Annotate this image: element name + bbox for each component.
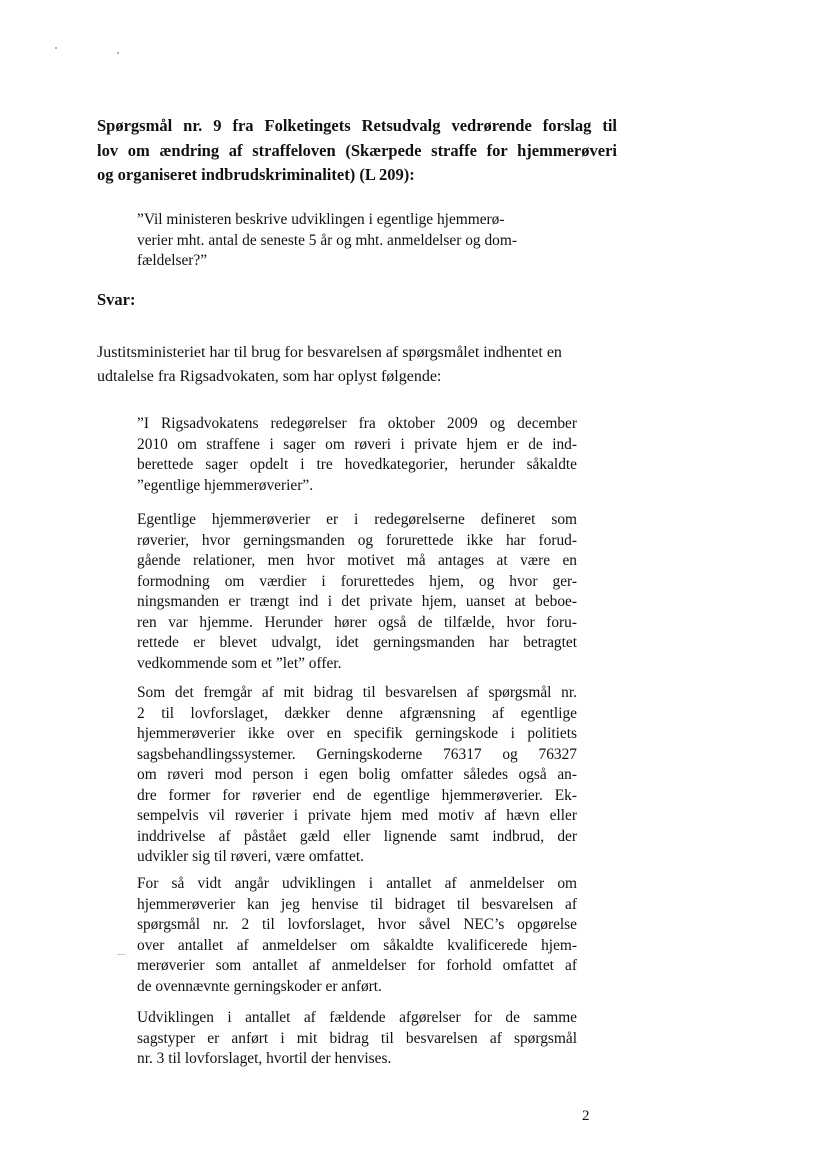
quote-line: berettede sager opdelt i tre hovedkategorier, herunder såkaldte [137,456,577,473]
quote-line: spørgsmål nr. 2 til lovforslaget, hvor såvel NEC’s opgørelse [137,916,577,933]
quote-line: Egentlige hjemmerøverier er i redegørelserne defineret som [137,511,577,528]
scan-speck [117,52,119,54]
quote-line: sempelvis vil røverier i private hjem med motiv af hævn eller [137,807,577,824]
quote-paragraph-4 [137,874,577,997]
quote-line: rettede er blevet udvalgt, idet gerningsmanden har betragtet [137,634,577,651]
intro-line: udtalelse fra Rigsadvokaten, som har oplyst følgende: [97,368,442,385]
quote-line: merøverier som antallet af anmeldelser for forhold omfattet af [137,957,577,974]
quote-line: gående relationer, men hvor motivet må antages at være en [137,552,577,569]
question-line: verier mht. antal de seneste 5 år og mht. anmeldelser og dom- [137,231,517,249]
heading-line: Spørgsmål nr. 9 fra Folketingets Retsudvalg vedrørende forslag til [97,116,617,135]
quote-paragraph-2 [137,510,577,674]
quote-line: ”I Rigsadvokatens redegørelser fra oktober 2009 og december [137,415,577,432]
scan-mark [117,954,125,955]
quote-line: udvikler sig til røveri, være omfattet. [137,848,364,865]
quote-line: røverier, hvor gerningsmanden og forurettede ikke har forud- [137,531,577,549]
quote-line: de ovennævnte gerningskoder er anført. [137,977,382,995]
question-quote [137,210,577,272]
quote-line: vedkommende som et ”let” offer. [137,654,342,672]
quote-line: Som det fremgår af mit bidrag til besvarelsen af spørgsmål nr. [137,684,577,701]
quote-line: For så vidt angår udviklingen i antallet af anmeldelser om [137,875,577,892]
heading-line: og organiseret indbrudskriminalitet) (L 209): [97,165,415,184]
page-number: 2 [582,1108,590,1124]
scan-speck [55,47,57,49]
quote-line: sagstyper er anført i mit bidrag til besvarelsen af spørgsmål [137,1029,577,1047]
quote-paragraph-5 [137,1008,577,1070]
quote-line: ningsmanden er trængt ind i det private hjem, uanset at beboe- [137,593,577,610]
quote-line: ”egentlige hjemmerøverier”. [137,476,314,494]
quote-paragraph-3 [137,683,577,868]
quote-line: 2 til lovforslaget, dækker denne afgrænsning af egentlige [137,704,577,722]
quote-line: om røveri mod person i egen bolig omfatter således også an- [137,766,577,783]
question-line: fældelser?” [137,252,208,269]
quote-line: over antallet af anmeldelser om såkaldte kvalificerede hjem- [137,936,577,954]
question-line: ”Vil ministeren beskrive udviklingen i egentlige hjemmerø- [137,211,505,228]
question-heading [97,114,617,188]
quote-line: formodning om værdier i forurettedes hjem, og hvor ger- [137,572,577,590]
quote-line: hjemmerøverier ikke over en specifik gerningskode i politiets [137,725,577,742]
quote-line: sagsbehandlingssystemer. Gerningskoderne 76317 og 76327 [137,745,577,763]
quote-paragraph-1 [137,414,577,496]
intro-paragraph [97,341,617,389]
quote-line: hjemmerøverier kan jeg henvise til bidraget til besvarelsen af [137,895,577,913]
quote-line: nr. 3 til lovforslaget, hvortil der henvises. [137,1050,392,1067]
quote-line: dre former for røverier end de egentlige hjemmerøverier. Ek- [137,786,577,804]
heading-line: lov om ændring af straffeloven (Skærpede straffe for hjemmerøveri [97,140,617,160]
quote-line: ren var hjemme. Herunder hører også de tilfælde, hvor foru- [137,613,577,631]
quote-line: inddrivelse af påstået gæld eller lignende samt indbrud, der [137,827,577,845]
answer-label: Svar: [97,290,136,309]
quote-line: 2010 om straffene i sager om røveri i private hjem er de ind- [137,435,577,453]
intro-line: Justitsministeriet har til brug for besvarelsen af spørgsmålet indhentet en [97,344,562,361]
quote-line: Udviklingen i antallet af fældende afgørelser for de samme [137,1009,577,1026]
